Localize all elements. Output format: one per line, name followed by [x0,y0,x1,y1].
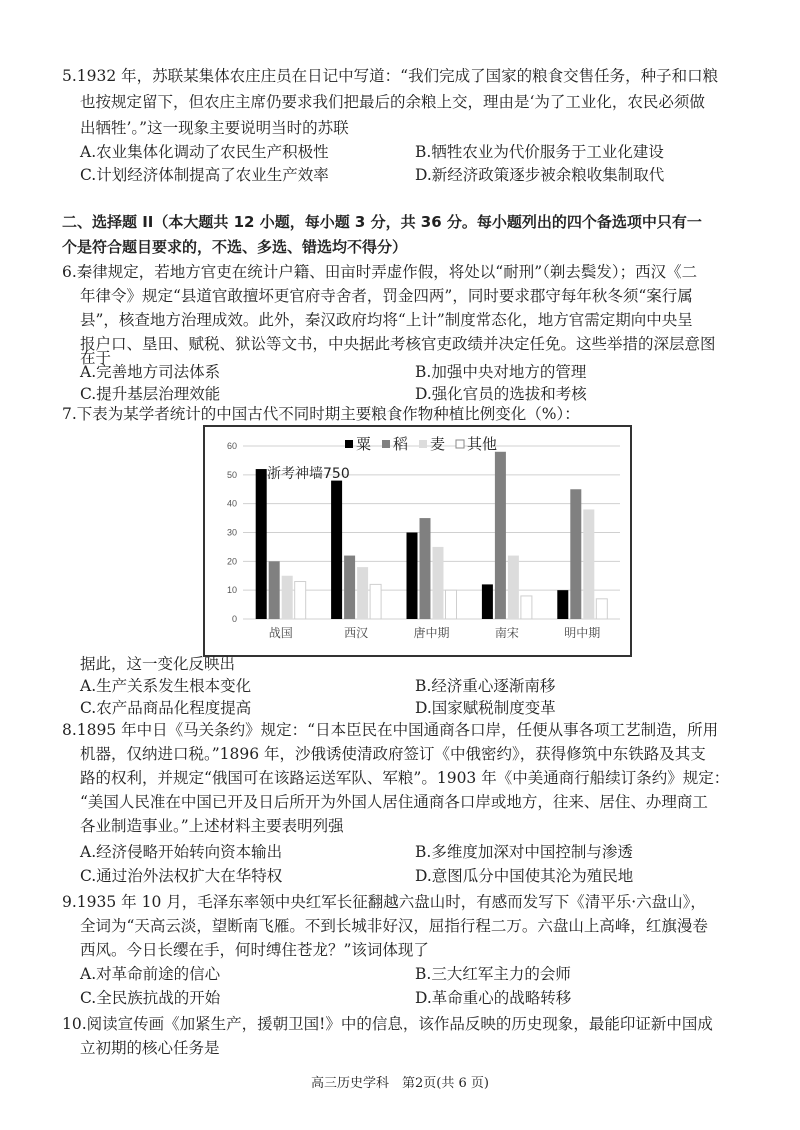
legend-swatch-其他 [456,440,464,448]
y-tick-label: 40 [226,498,237,509]
bar-麦-明中期 [583,509,594,619]
q8-option-a: A.经济侵略开始转向资本输出 [80,843,283,861]
q8-line-4: “美国人民准在中国已开及日后所开为外国人居住通商各口岸或地方，往来、居住、办理商工 [80,793,708,811]
q7-option-b: B.经济重心逐渐南移 [415,677,556,695]
watermark-text: 浙考神墙750 [267,466,350,482]
q9-line-2: 全词为“天高云淡，望断南飞雁。不到长城非好汉，屈指行程二万。六盘山上高峰，红旗漫卷 [80,917,708,935]
bar-其他-西汉 [370,584,381,619]
legend-label-麦: 麦 [430,435,446,453]
q6-option-d: D.强化官员的选拔和考核 [415,385,587,403]
q7-line-1: 7.下表为某学者统计的中国古代不同时期主要粮食作物种植比例变化（%）： [62,405,580,423]
q6-option-b: B.加强中央对地方的管理 [415,363,587,381]
q8-line-5: 各业制造事业。”上述材料主要表明列强 [80,817,344,835]
q5-option-d: D.新经济政策逐步被余粮收集制取代 [415,166,665,184]
q9-option-a: A.对革命前途的信心 [80,965,221,983]
bar-稻-唐中期 [420,518,431,619]
y-tick-label: 60 [226,441,237,451]
q8-line-1: 8.1895 年中日《马关条约》规定：“日本臣民在中国通商各口岸，任便从事各项工艺制造，所用 [62,721,719,739]
y-tick-label: 30 [226,527,237,538]
q10-line-1: 10.阅读宣传画《加紧生产，援朝卫国!》中的信息，该作品反映的历史现象，最能印证新中国成 [62,1015,713,1033]
bar-粟-唐中期 [407,533,418,620]
q9-line-3: 西风。今日长缨在手，何时缚住苍龙？”该词体现了 [80,941,429,959]
bar-粟-明中期 [557,590,568,619]
q8-line-3: 路的权利，并规定“俄国可在该路运送军队、军粮”。1903 年《中美通商行船续订条约》规定： [80,769,730,787]
q5-line-2: 也按规定留下，但农庄主席仍要求我们把最后的余粮上交，理由是‘为了工业化，农民必须做 [80,93,705,111]
q7-option-a: A.生产关系发生根本变化 [80,677,252,695]
legend-swatch-粟 [345,440,353,448]
bar-粟-南宋 [482,584,493,619]
q8-line-2: 机器，仅纳进口税。”1896 年，沙俄诱使清政府签订《中俄密约》，获得修筑中东铁路及其支 [80,745,706,763]
q5-option-b: B.牺牲农业为代价服务于工业化建设 [415,143,664,161]
y-tick-label: 50 [226,469,237,480]
q5-line-3: 出牺牲’。”这一现象主要说明当时的苏联 [80,119,349,137]
y-tick-label: 0 [231,614,237,624]
bar-其他-唐中期 [446,590,457,619]
q6-line-2: 年律令》规定“县道官敢擅坏更官府寺舍者，罚金四两”，同时要求郡守每年秋冬须“案行属 [80,287,693,305]
q6-line-3: 县”，核查地方治理成效。此外，秦汉政府均将“上计”制度常态化，地方官需定期向中央呈 [80,311,693,329]
q6-line-1: 6.秦律规定，若地方官吏在统计户籍、田亩时弄虚作假，将处以“耐刑”（剃去鬓发）；西汉《二 [62,263,698,281]
x-tick-label: 战国 [268,626,293,640]
q8-option-b: B.多维度加深对中国控制与渗透 [415,843,633,861]
q5-option-a: A.农业集体化调动了农民生产积极性 [80,143,329,161]
x-tick-label: 西汉 [344,626,369,640]
bar-其他-明中期 [596,599,607,619]
bar-稻-南宋 [495,452,506,619]
legend-label-稻: 稻 [393,435,409,453]
q5-option-c: C.计划经济体制提高了农业生产效率 [80,166,329,184]
bar-稻-战国 [269,561,280,619]
legend-swatch-麦 [419,440,427,448]
x-tick-label: 南宋 [494,626,519,640]
legend-label-其他: 其他 [467,435,498,453]
q6-option-c: C.提升基层治理效能 [80,385,221,403]
q9-option-d: D.革命重心的战略转移 [415,989,572,1007]
crop-ratio-chart [203,425,632,657]
chart-svg [205,427,630,655]
bar-稻-明中期 [570,489,581,619]
q9-option-b: B.三大红军主力的会师 [415,965,571,983]
q6-line-4: 报户口、垦田、赋税、狱讼等文书，中央据此考核官吏政绩并决定任免。这些举措的深层意图 [80,335,716,353]
section2-heading-2: 个是符合题目要求的，不选、多选、错选均不得分） [62,238,408,256]
q8-option-d: D.意图瓜分中国使其沦为殖民地 [415,867,634,885]
x-tick-label: 明中期 [564,626,601,640]
bar-粟-战国 [256,469,267,619]
bar-麦-西汉 [357,567,368,619]
q7-after: 据此，这一变化反映出 [80,655,236,673]
legend-swatch-稻 [382,440,390,448]
bar-其他-南宋 [521,596,532,619]
bar-麦-南宋 [508,556,519,619]
y-tick-label: 20 [226,556,237,567]
q7-option-c: C.农产品商品化程度提高 [80,699,252,717]
x-tick-label: 唐中期 [413,626,450,640]
q9-option-c: C.全民族抗战的开始 [80,989,221,1007]
y-tick-label: 10 [226,585,237,596]
bar-粟-西汉 [331,481,342,619]
page-footer: 高三历史学科 第2页(共 6 页) [311,1076,489,1091]
bar-稻-西汉 [344,556,355,619]
bar-麦-战国 [282,576,293,619]
q8-option-c: C.通过治外法权扩大在华特权 [80,867,283,885]
q9-line-1: 9.1935 年 10 月，毛泽东率领中央红军长征翻越六盘山时，有感而发写下《清平乐·六盘山》， [62,893,706,911]
q10-line-2: 立初期的核心任务是 [80,1039,220,1057]
q7-option-d: D.国家赋税制度变革 [415,699,556,717]
bar-其他-战国 [295,582,306,619]
q5-line-1: 5.1932 年，苏联某集体农庄庄员在日记中写道：“我们完成了国家的粮食交售任务，种子和口粮 [62,67,719,85]
section2-heading-1: 二、选择题 II（本大题共 12 小题，每小题 3 分，共 36 分。每小题列出的四个备选项中只有一 [62,213,702,231]
legend-label-粟: 粟 [356,435,372,453]
q6-line-5: 在于 [80,349,112,367]
bar-麦-唐中期 [433,547,444,619]
q6-option-a: A.完善地方司法体系 [80,363,221,381]
